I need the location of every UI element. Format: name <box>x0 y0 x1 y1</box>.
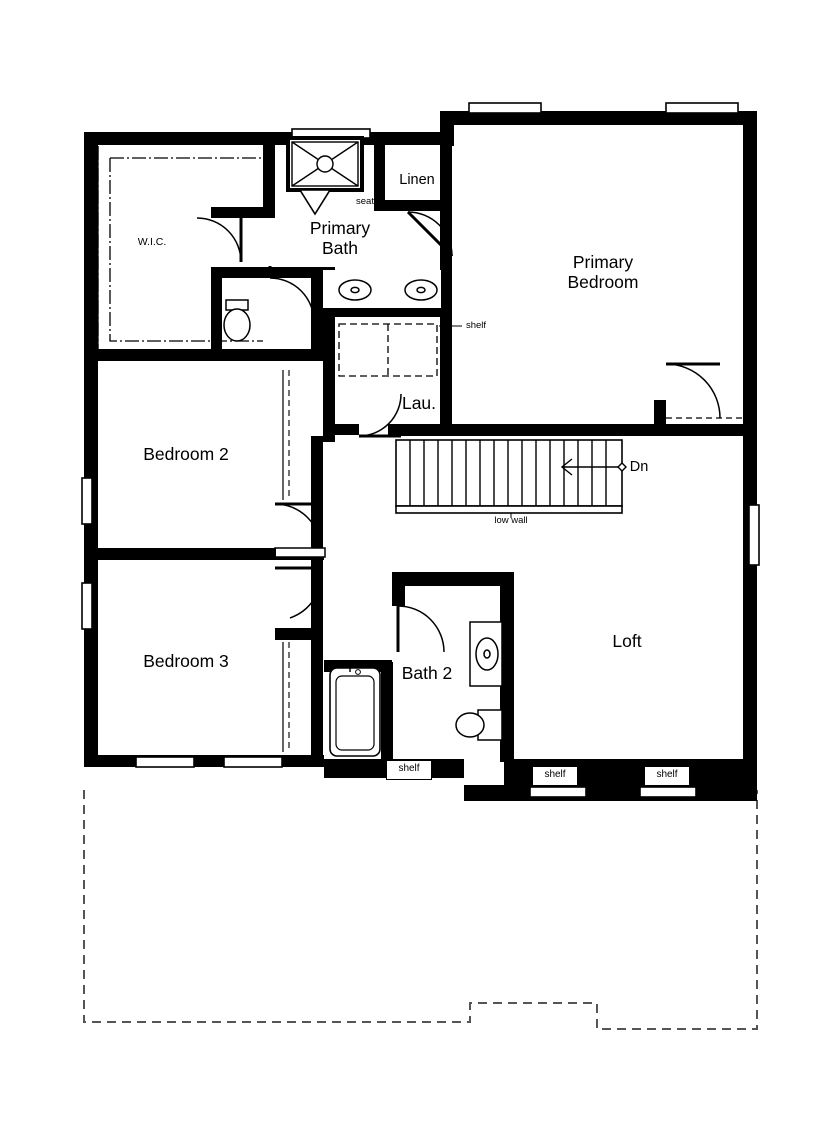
room-label-laundry: Lau. <box>401 392 437 413</box>
shelf-tag-shelf-bath2: shelf <box>386 760 432 780</box>
room-label-bedroom-2: Bedroom 2 <box>143 443 229 464</box>
shelf-tag-shelf-mid: shelf <box>532 766 578 786</box>
closet-door-panels <box>84 548 325 557</box>
double-vanity <box>323 270 441 308</box>
annotation-shelf-lau: shelf <box>465 319 487 331</box>
room-label-primary-bath: Primary Bath <box>309 217 371 258</box>
room-label-linen: Linen <box>399 171 435 188</box>
primary-toilet <box>224 300 250 341</box>
bath2-vanity-sink <box>470 622 502 686</box>
room-label-bath-2: Bath 2 <box>401 662 453 683</box>
staircase <box>396 440 622 518</box>
bath2-tub <box>330 664 380 756</box>
room-label-primary-bedroom: Primary Bedroom <box>567 251 639 292</box>
room-label-wic: W.I.C. <box>137 235 167 248</box>
annotation-low-wall: low wall <box>494 514 528 526</box>
annotation-stair-dn: Dn <box>629 458 649 475</box>
room-label-bedroom-3: Bedroom 3 <box>143 650 229 671</box>
annotation-seat: seat <box>356 195 374 207</box>
shelf-tag-shelf-right: shelf <box>644 766 690 786</box>
bath2-toilet <box>456 710 502 740</box>
room-label-loft: Loft <box>612 630 642 651</box>
